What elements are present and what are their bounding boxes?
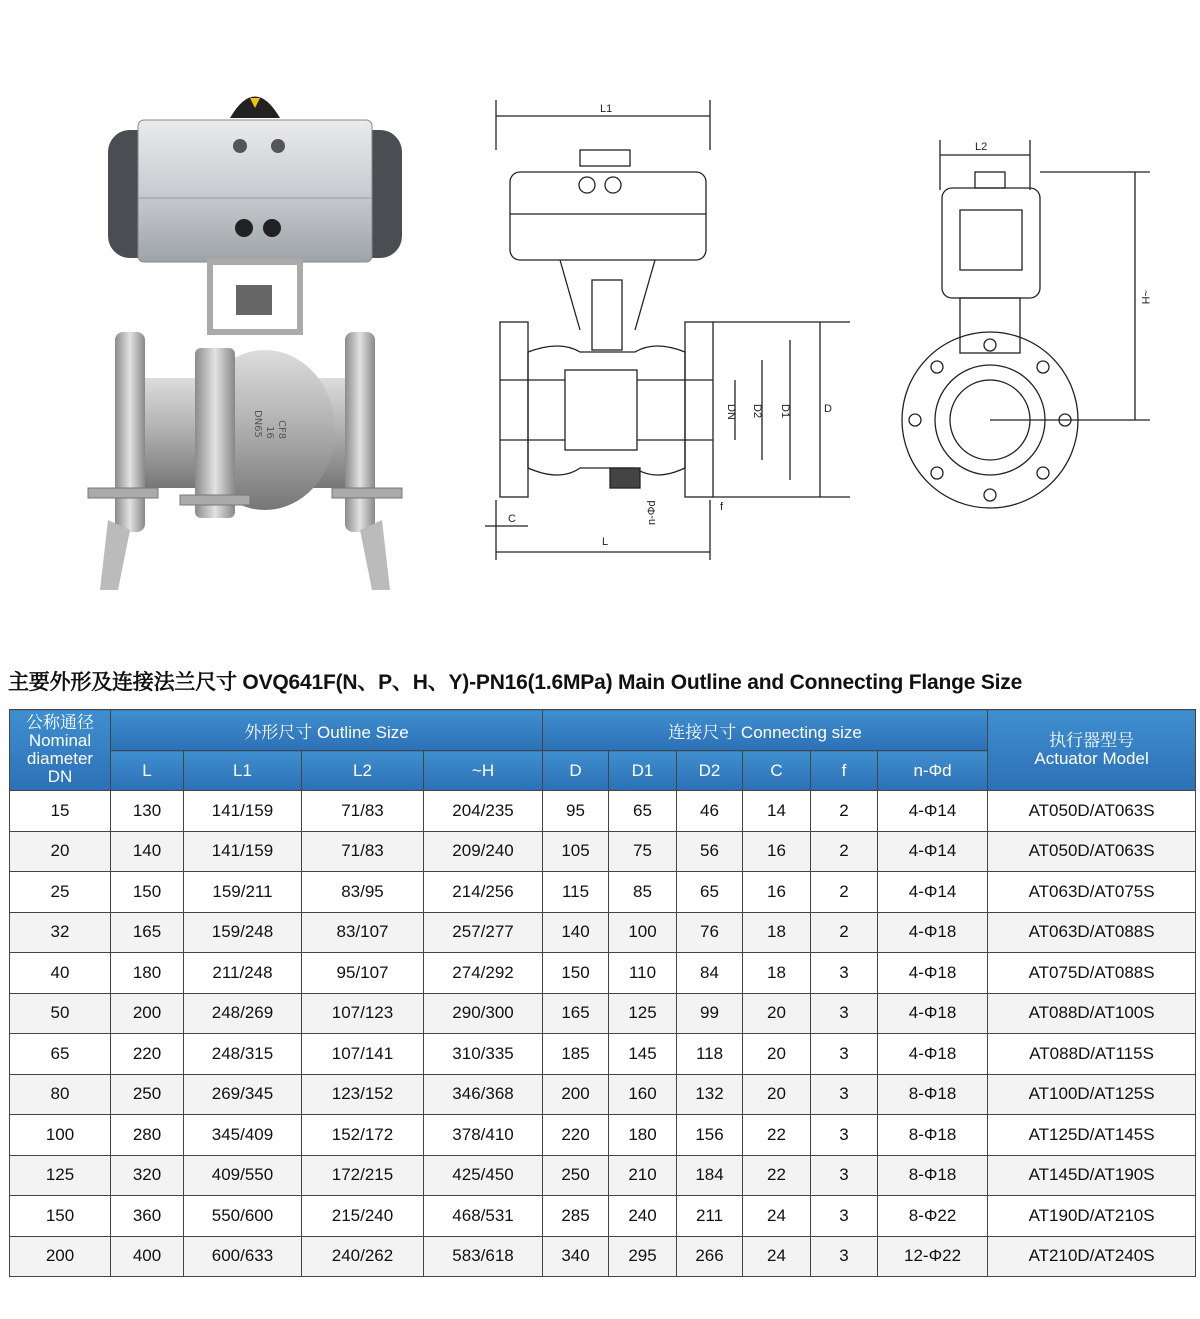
table-row bbox=[10, 912, 1196, 953]
table-row bbox=[10, 1074, 1196, 1115]
table-cell: 2 bbox=[811, 831, 878, 872]
table-cell: AT050D/AT063S bbox=[988, 791, 1196, 832]
table-cell: 295 bbox=[609, 1236, 677, 1277]
subheader-l1: L1 bbox=[184, 751, 302, 791]
table-cell: 8-Φ22 bbox=[878, 1196, 988, 1237]
table-cell: 132 bbox=[677, 1074, 743, 1115]
side-dimension-drawing bbox=[880, 120, 1180, 540]
table-cell: 156 bbox=[677, 1115, 743, 1156]
table-cell: 150 bbox=[10, 1196, 111, 1237]
table-body bbox=[10, 791, 1196, 1277]
table-cell: 400 bbox=[111, 1236, 184, 1277]
dim-label-c: C bbox=[508, 513, 516, 525]
table-row bbox=[10, 1155, 1196, 1196]
table-cell: 210 bbox=[609, 1155, 677, 1196]
table-cell: 4-Φ14 bbox=[878, 872, 988, 913]
table-cell: 20 bbox=[743, 993, 811, 1034]
table-cell: 8-Φ18 bbox=[878, 1074, 988, 1115]
table-cell: 84 bbox=[677, 953, 743, 994]
table-cell: AT125D/AT145S bbox=[988, 1115, 1196, 1156]
table-cell: 257/277 bbox=[424, 912, 543, 953]
table-cell: 310/335 bbox=[424, 1034, 543, 1075]
table-cell: 20 bbox=[10, 831, 111, 872]
table-row bbox=[10, 1115, 1196, 1156]
body-marking-material: CF8 bbox=[276, 420, 287, 440]
table-cell: 4-Φ18 bbox=[878, 993, 988, 1034]
table-cell: 16 bbox=[743, 872, 811, 913]
table-cell: 22 bbox=[743, 1115, 811, 1156]
table-cell: 50 bbox=[10, 993, 111, 1034]
table-cell: 4-Φ18 bbox=[878, 912, 988, 953]
table-cell: 165 bbox=[543, 993, 609, 1034]
table-cell: 32 bbox=[10, 912, 111, 953]
table-cell: 115 bbox=[543, 872, 609, 913]
dim-label-h: ~H bbox=[1139, 290, 1151, 305]
table-cell: 550/600 bbox=[184, 1196, 302, 1237]
table-cell: 20 bbox=[743, 1034, 811, 1075]
table-cell: 214/256 bbox=[424, 872, 543, 913]
table-cell: 200 bbox=[543, 1074, 609, 1115]
table-cell: 118 bbox=[677, 1034, 743, 1075]
subheader-d1: D1 bbox=[609, 751, 677, 791]
table-cell: 125 bbox=[609, 993, 677, 1034]
table-row bbox=[10, 993, 1196, 1034]
table-cell: 409/550 bbox=[184, 1155, 302, 1196]
table-cell: 83/95 bbox=[302, 872, 424, 913]
table-cell: 75 bbox=[609, 831, 677, 872]
table-cell: 3 bbox=[811, 1034, 878, 1075]
table-cell: 240/262 bbox=[302, 1236, 424, 1277]
table-cell: 56 bbox=[677, 831, 743, 872]
table-cell: 145 bbox=[609, 1034, 677, 1075]
table-cell: 346/368 bbox=[424, 1074, 543, 1115]
table-cell: 40 bbox=[10, 953, 111, 994]
table-cell: AT190D/AT210S bbox=[988, 1196, 1196, 1237]
valve-photo bbox=[60, 70, 430, 610]
table-cell: 185 bbox=[543, 1034, 609, 1075]
table-cell: 180 bbox=[609, 1115, 677, 1156]
table-cell: 220 bbox=[543, 1115, 609, 1156]
table-cell: AT050D/AT063S bbox=[988, 831, 1196, 872]
subheader-d2: D2 bbox=[677, 751, 743, 791]
dim-label-l: L bbox=[602, 536, 609, 548]
dim-label-f: f bbox=[720, 501, 724, 513]
table-cell: 2 bbox=[811, 872, 878, 913]
table-cell: 99 bbox=[677, 993, 743, 1034]
table-cell: 22 bbox=[743, 1155, 811, 1196]
table-cell: 200 bbox=[111, 993, 184, 1034]
table-cell: 123/152 bbox=[302, 1074, 424, 1115]
table-cell: 220 bbox=[111, 1034, 184, 1075]
table-cell: 468/531 bbox=[424, 1196, 543, 1237]
table-cell: 83/107 bbox=[302, 912, 424, 953]
table-cell: 80 bbox=[10, 1074, 111, 1115]
table-cell: 100 bbox=[609, 912, 677, 953]
table-cell: 3 bbox=[811, 1115, 878, 1156]
table-cell: 3 bbox=[811, 1236, 878, 1277]
dim-label-dn: DN bbox=[725, 404, 737, 420]
table-cell: 46 bbox=[677, 791, 743, 832]
dimension-table bbox=[9, 709, 1196, 1277]
table-cell: 141/159 bbox=[184, 791, 302, 832]
header-outline-size: 外形尺寸 Outline Size bbox=[111, 710, 543, 751]
table-cell: 12-Φ22 bbox=[878, 1236, 988, 1277]
table-cell: 18 bbox=[743, 953, 811, 994]
dim-label-d2: D2 bbox=[751, 404, 763, 419]
table-cell: 18 bbox=[743, 912, 811, 953]
table-cell: 4-Φ18 bbox=[878, 1034, 988, 1075]
table-cell: 250 bbox=[111, 1074, 184, 1115]
dim-label-l2: L2 bbox=[975, 141, 988, 153]
table-cell: 209/240 bbox=[424, 831, 543, 872]
dim-label-nd: n-Φd bbox=[646, 500, 658, 525]
table-cell: 3 bbox=[811, 953, 878, 994]
table-cell: 159/211 bbox=[184, 872, 302, 913]
header-connecting-size: 连接尺寸 Connecting size bbox=[543, 710, 988, 751]
table-cell: 4-Φ18 bbox=[878, 953, 988, 994]
table-cell: AT075D/AT088S bbox=[988, 953, 1196, 994]
header-dn: 公称通径 Nominal diameter DN bbox=[10, 710, 111, 791]
body-marking-dn: DN65 bbox=[252, 410, 263, 438]
table-row bbox=[10, 1196, 1196, 1237]
table-cell: 266 bbox=[677, 1236, 743, 1277]
table-cell: 3 bbox=[811, 993, 878, 1034]
table-cell: 141/159 bbox=[184, 831, 302, 872]
table-row bbox=[10, 791, 1196, 832]
table-cell: AT145D/AT190S bbox=[988, 1155, 1196, 1196]
subheader-n-d: n-Φd bbox=[878, 751, 988, 791]
table-cell: 172/215 bbox=[302, 1155, 424, 1196]
table-cell: 100 bbox=[10, 1115, 111, 1156]
table-cell: 65 bbox=[677, 872, 743, 913]
table-cell: 425/450 bbox=[424, 1155, 543, 1196]
table-cell: AT210D/AT240S bbox=[988, 1236, 1196, 1277]
table-cell: 107/141 bbox=[302, 1034, 424, 1075]
subheader-f: f bbox=[811, 751, 878, 791]
table-cell: 15 bbox=[10, 791, 111, 832]
subheader-h: ~H bbox=[424, 751, 543, 791]
subheader-l: L bbox=[111, 751, 184, 791]
table-cell: 71/83 bbox=[302, 831, 424, 872]
table-cell: 215/240 bbox=[302, 1196, 424, 1237]
table-cell: 285 bbox=[543, 1196, 609, 1237]
table-cell: 20 bbox=[743, 1074, 811, 1115]
table-cell: 107/123 bbox=[302, 993, 424, 1034]
table-cell: 2 bbox=[811, 912, 878, 953]
table-cell: 204/235 bbox=[424, 791, 543, 832]
subheader-l2: L2 bbox=[302, 751, 424, 791]
table-row bbox=[10, 1236, 1196, 1277]
table-cell: 320 bbox=[111, 1155, 184, 1196]
table-cell: 8-Φ18 bbox=[878, 1155, 988, 1196]
table-cell: 240 bbox=[609, 1196, 677, 1237]
table-cell: 110 bbox=[609, 953, 677, 994]
table-cell: 3 bbox=[811, 1155, 878, 1196]
table-cell: 125 bbox=[10, 1155, 111, 1196]
table-cell: 3 bbox=[811, 1074, 878, 1115]
table-cell: 600/633 bbox=[184, 1236, 302, 1277]
table-cell: AT088D/AT100S bbox=[988, 993, 1196, 1034]
table-cell: 165 bbox=[111, 912, 184, 953]
table-cell: 4-Φ14 bbox=[878, 791, 988, 832]
table-cell: 24 bbox=[743, 1196, 811, 1237]
table-row bbox=[10, 1034, 1196, 1075]
table-cell: 150 bbox=[543, 953, 609, 994]
product-figures bbox=[0, 0, 1200, 630]
table-cell: AT088D/AT115S bbox=[988, 1034, 1196, 1075]
table-cell: 140 bbox=[543, 912, 609, 953]
table-cell: 211/248 bbox=[184, 953, 302, 994]
table-cell: 152/172 bbox=[302, 1115, 424, 1156]
table-cell: 274/292 bbox=[424, 953, 543, 994]
table-cell: 76 bbox=[677, 912, 743, 953]
table-cell: 14 bbox=[743, 791, 811, 832]
table-cell: 250 bbox=[543, 1155, 609, 1196]
front-dimension-drawing bbox=[480, 90, 870, 580]
table-row bbox=[10, 872, 1196, 913]
table-cell: 248/269 bbox=[184, 993, 302, 1034]
table-cell: 340 bbox=[543, 1236, 609, 1277]
table-cell: 4-Φ14 bbox=[878, 831, 988, 872]
table-cell: 85 bbox=[609, 872, 677, 913]
table-cell: 360 bbox=[111, 1196, 184, 1237]
table-cell: 95/107 bbox=[302, 953, 424, 994]
table-cell: 211 bbox=[677, 1196, 743, 1237]
table-cell: 583/618 bbox=[424, 1236, 543, 1277]
table-cell: 280 bbox=[111, 1115, 184, 1156]
table-cell: 24 bbox=[743, 1236, 811, 1277]
table-cell: 248/315 bbox=[184, 1034, 302, 1075]
dim-label-d: D bbox=[824, 403, 832, 415]
table-cell: 345/409 bbox=[184, 1115, 302, 1156]
table-cell: AT063D/AT088S bbox=[988, 912, 1196, 953]
table-cell: AT100D/AT125S bbox=[988, 1074, 1196, 1115]
table-cell: 71/83 bbox=[302, 791, 424, 832]
table-cell: 184 bbox=[677, 1155, 743, 1196]
table-cell: 8-Φ18 bbox=[878, 1115, 988, 1156]
table-cell: 25 bbox=[10, 872, 111, 913]
subheader-c: C bbox=[743, 751, 811, 791]
table-cell: 378/410 bbox=[424, 1115, 543, 1156]
table-cell: AT063D/AT075S bbox=[988, 872, 1196, 913]
table-cell: 180 bbox=[111, 953, 184, 994]
table-cell: 140 bbox=[111, 831, 184, 872]
table-cell: 160 bbox=[609, 1074, 677, 1115]
table-cell: 65 bbox=[10, 1034, 111, 1075]
table-cell: 290/300 bbox=[424, 993, 543, 1034]
header-actuator-model: 执行器型号 Actuator Model bbox=[988, 710, 1196, 791]
table-cell: 2 bbox=[811, 791, 878, 832]
table-cell: 95 bbox=[543, 791, 609, 832]
table-cell: 130 bbox=[111, 791, 184, 832]
table-row bbox=[10, 831, 1196, 872]
table-row bbox=[10, 953, 1196, 994]
table-caption: 主要外形及连接法兰尺寸 OVQ641F(N、P、H、Y)-PN16(1.6MPa) Main Outline and Connecting Flange Size bbox=[8, 671, 1023, 694]
table-cell: 105 bbox=[543, 831, 609, 872]
table-cell: 150 bbox=[111, 872, 184, 913]
dim-label-l1: L1 bbox=[600, 103, 613, 115]
table-cell: 269/345 bbox=[184, 1074, 302, 1115]
table-cell: 159/248 bbox=[184, 912, 302, 953]
table-cell: 16 bbox=[743, 831, 811, 872]
table-cell: 3 bbox=[811, 1196, 878, 1237]
subheader-d: D bbox=[543, 751, 609, 791]
body-marking-pn: 16 bbox=[264, 426, 275, 439]
table-cell: 200 bbox=[10, 1236, 111, 1277]
dim-label-d1: D1 bbox=[779, 404, 791, 419]
table-cell: 65 bbox=[609, 791, 677, 832]
